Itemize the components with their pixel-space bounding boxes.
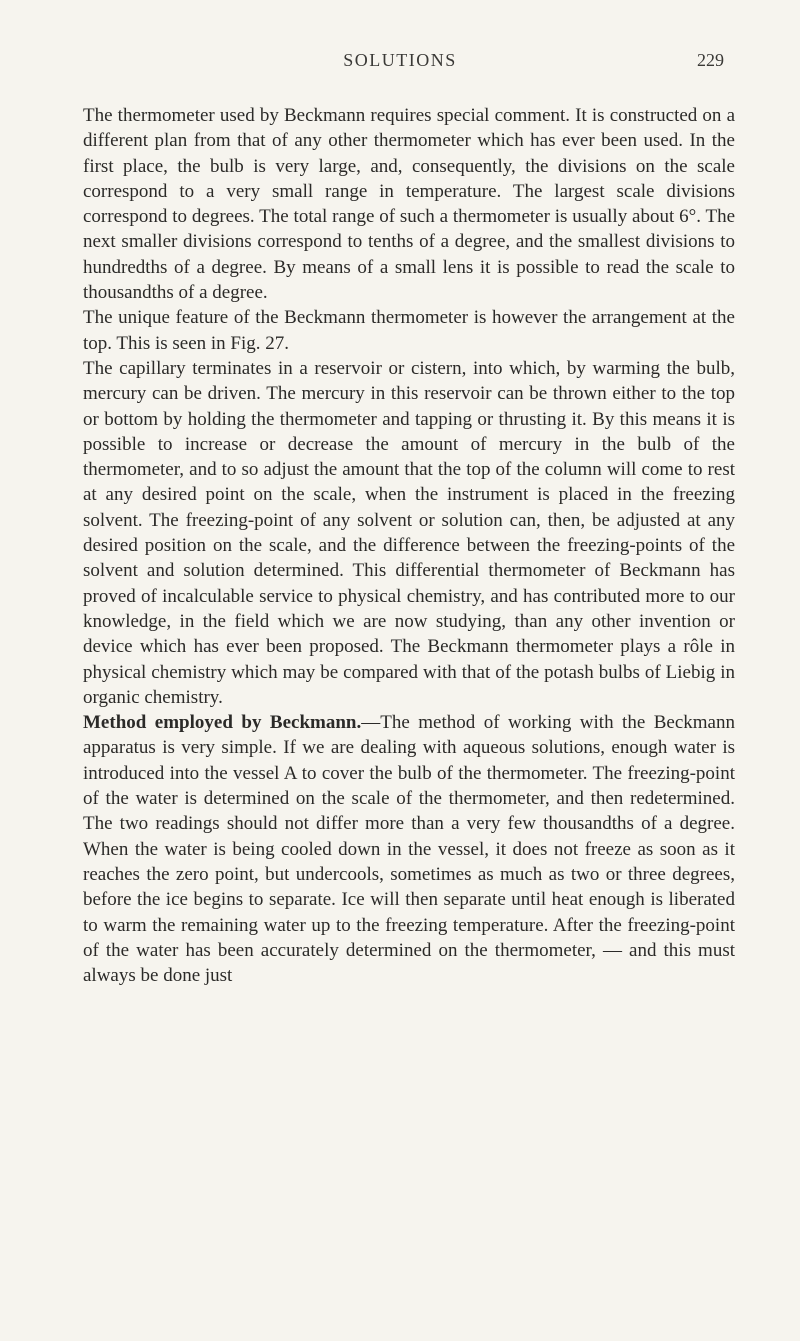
paragraph-thermometer-description: The thermometer used by Beckmann requires special comment. It is constructed on a different plan from that of any other thermometer which has ever been used. In the first place, the bulb is very large, and, consequently, the divisions on the scale correspond to a very small range in temperature. The largest scale divisions correspond to degrees. The total range of such a thermometer is usually about 6°. The next smaller divisions correspond to tenths of a degree, and the smallest divisions to hundredths of a degree. By means of a small lens it is possible to read the scale to thousandths of a degree. [83, 105, 735, 304]
running-head [0, 50, 800, 74]
page-number: 229 [697, 50, 724, 70]
running-title: SOLUTIONS [343, 50, 457, 70]
method-paragraph-text: —The method of working with the Beckmann apparatus is very simple. If we are dealing with aqueous solutions, enough water is introduced into the vessel A to cover the bulb of the thermometer. The freezing-point of the water is determined on the scale of the thermometer, and then redetermined. The two readings should not differ more than a very few thousandths of a degree. When the water is being cooled down in the vessel, it does not freeze as soon as it reaches the zero point, but undercools, sometimes as much as two or three degrees, before the ice begins to separate. Ice will then separate until heat enough is liberated to warm the remaining water up to the freezing temperature. After the freezing-point of the water has been accurately determined on the thermometer, — and this must always be done just [83, 712, 735, 987]
method-run-in-heading: Method employed by Beckmann. [83, 712, 362, 734]
body-text [83, 103, 735, 988]
paragraph-method [83, 710, 735, 988]
paragraph-capillary-reservoir: The capillary terminates in a reservoir or cistern, into which, by warming the bulb, mercury can be driven. The mercury in this reservoir can be thrown either to the top or bottom by holding the thermometer and tapping or thrusting it. By this means it is possible to increase or decrease the amount of mercury in the bulb of the thermometer, and to so adjust the amount that the top of the column will come to rest at any desired point on the scale, when the instrument is placed in the freezing solvent. The freezing-point of any solvent or solution can, then, be adjusted at any desired position on the scale, and the difference between the freezing-points of the solvent and solution determined. This differential thermometer of Beckmann has proved of incalculable service to physical chemistry, and has contributed more to our knowledge, in the field which we are now studying, than any other invention or device which has ever been proposed. The Beckmann thermometer plays a rôle in physical chemistry which may be compared with that of the potash bulbs of Liebig in organic chemistry. [83, 357, 735, 708]
paragraph-unique-feature: The unique feature of the Beckmann thermometer is however the arrangement at the top. This is seen in Fig. 27. [83, 307, 735, 354]
